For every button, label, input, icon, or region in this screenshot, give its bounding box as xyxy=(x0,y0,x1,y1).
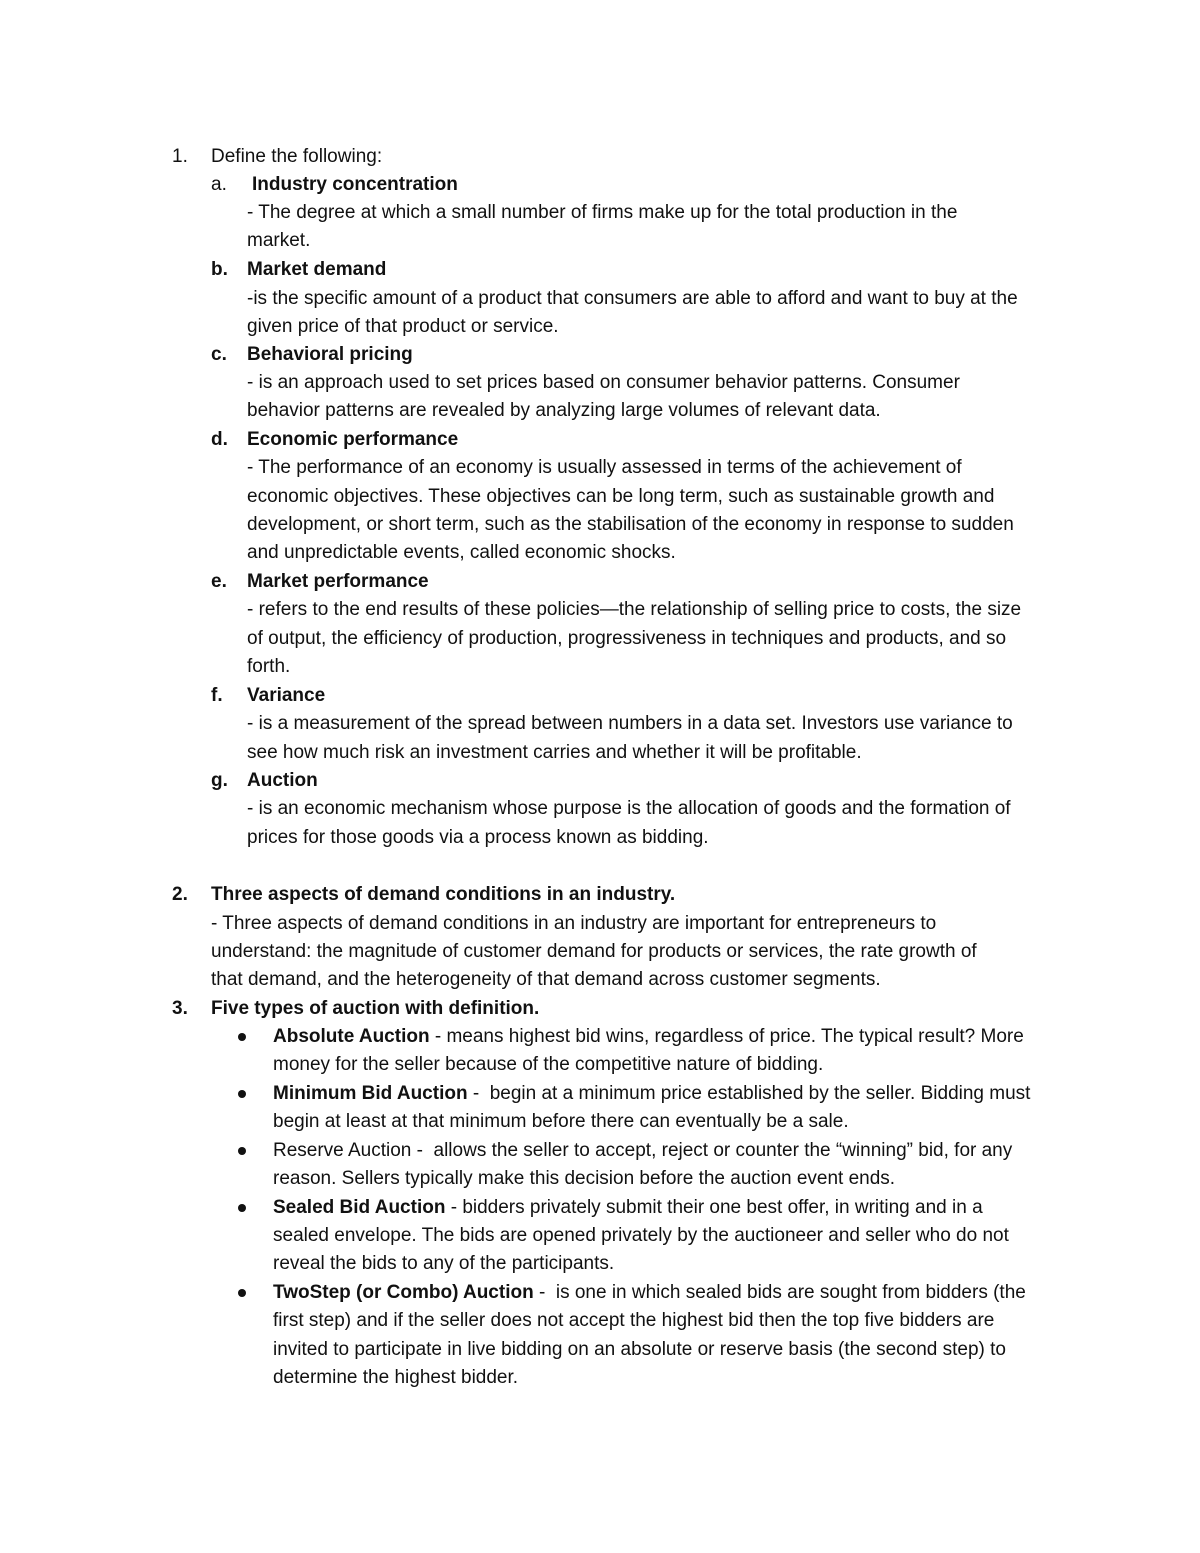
auction-term: TwoStep (or Combo) Auction xyxy=(273,1282,534,1303)
bullet-text xyxy=(273,1023,1024,1051)
bullet-icon xyxy=(238,1033,246,1041)
item-letter: d. xyxy=(211,429,228,450)
definition-text: development, or short term, such as the stabilisation of the economy in response to sudden xyxy=(247,514,1014,535)
definition-term: Market demand xyxy=(247,259,387,280)
definition-text: see how much risk an investment carries and whether it will be profitable. xyxy=(247,742,862,763)
auction-definition: - begin at a minimum price established by the seller. Bidding must xyxy=(467,1083,1031,1104)
item-letter: g. xyxy=(211,770,228,791)
bullet-icon xyxy=(238,1289,246,1297)
auction-term: Sealed Bid Auction xyxy=(273,1197,446,1218)
definition-term: Market performance xyxy=(247,571,429,592)
auction-term: Minimum Bid Auction xyxy=(273,1083,468,1104)
auction-definition: determine the highest bidder. xyxy=(273,1367,519,1388)
item-letter: b. xyxy=(211,259,228,280)
bullet-icon xyxy=(238,1090,246,1098)
definition-text: forth. xyxy=(247,656,291,677)
definition-text: given price of that product or service. xyxy=(247,316,559,337)
definition-text: economic objectives. These objectives can be long term, such as sustainable growth and xyxy=(247,486,995,507)
auction-definition: begin at least at that minimum before there can eventually be a sale. xyxy=(273,1111,849,1132)
auction-definition: - bidders privately submit their one best offer, in writing and in a xyxy=(445,1197,983,1218)
auction-definition: money for the seller because of the competitive nature of bidding. xyxy=(273,1054,824,1075)
bullet-icon xyxy=(238,1147,246,1155)
item-letter: e. xyxy=(211,571,227,592)
bullet-text xyxy=(273,1080,1030,1108)
auction-term: Absolute Auction xyxy=(273,1026,430,1047)
question-number: 3. xyxy=(172,998,188,1019)
question-number: 1. xyxy=(172,146,188,167)
answer-text: understand: the magnitude of customer demand for products or services, the rate growth of xyxy=(211,941,977,962)
auction-definition: Reserve Auction - allows the seller to accept, reject or counter the “winning” bid, for any xyxy=(273,1140,1013,1161)
question-title: Three aspects of demand conditions in an industry. xyxy=(211,884,676,905)
definition-term: Industry concentration xyxy=(252,174,458,195)
item-letter: a. xyxy=(211,174,227,195)
auction-definition: - is one in which sealed bids are sought from bidders (the xyxy=(533,1282,1026,1303)
question-number: 2. xyxy=(172,884,188,905)
definition-text: of output, the efficiency of production, progressiveness in techniques and products, and so xyxy=(247,628,1007,649)
definition-text: - The degree at which a small number of firms make up for the total production in the xyxy=(247,202,958,223)
auction-definition: reason. Sellers typically make this decision before the auction event ends. xyxy=(273,1168,896,1189)
question-title: Five types of auction with definition. xyxy=(211,998,540,1019)
auction-definition: invited to participate in live bidding on an absolute or reserve basis (the second step) to xyxy=(273,1339,1006,1360)
answer-text: that demand, and the heterogeneity of that demand across customer segments. xyxy=(211,969,881,990)
item-letter: f. xyxy=(211,685,223,706)
item-letter: c. xyxy=(211,344,227,365)
auction-definition: first step) and if the seller does not accept the highest bid then the top five bidders are xyxy=(273,1310,995,1331)
definition-term: Economic performance xyxy=(247,429,459,450)
bullet-text xyxy=(273,1194,983,1222)
question-title: Define the following: xyxy=(211,146,383,167)
auction-definition: sealed envelope. The bids are opened privately by the auctioneer and seller who do not xyxy=(273,1225,1009,1246)
definition-text: -is the specific amount of a product that consumers are able to afford and want to buy at the xyxy=(247,288,1018,309)
definition-text: and unpredictable events, called economic shocks. xyxy=(247,542,676,563)
answer-text: - Three aspects of demand conditions in an industry are important for entrepreneurs to xyxy=(211,913,937,934)
definition-text: market. xyxy=(247,230,311,251)
definition-term: Auction xyxy=(247,770,318,791)
definition-text: - The performance of an economy is usually assessed in terms of the achievement of xyxy=(247,457,962,478)
definition-term: Variance xyxy=(247,685,326,706)
auction-definition: - means highest bid wins, regardless of price. The typical result? More xyxy=(429,1026,1024,1047)
auction-definition: reveal the bids to any of the participants. xyxy=(273,1253,615,1274)
definition-term: Behavioral pricing xyxy=(247,344,413,365)
definition-text: - is an approach used to set prices based on consumer behavior patterns. Consumer xyxy=(247,372,960,393)
bullet-text xyxy=(273,1279,1026,1307)
definition-text: behavior patterns are revealed by analyzing large volumes of relevant data. xyxy=(247,400,881,421)
definition-text: - refers to the end results of these policies—the relationship of selling price to costs, the size xyxy=(247,599,1022,620)
definition-text: prices for those goods via a process known as bidding. xyxy=(247,827,709,848)
definition-text: - is an economic mechanism whose purpose is the allocation of goods and the formation of xyxy=(247,798,1011,819)
bullet-icon xyxy=(238,1204,246,1212)
definition-text: - is a measurement of the spread between numbers in a data set. Investors use variance to xyxy=(247,713,1013,734)
